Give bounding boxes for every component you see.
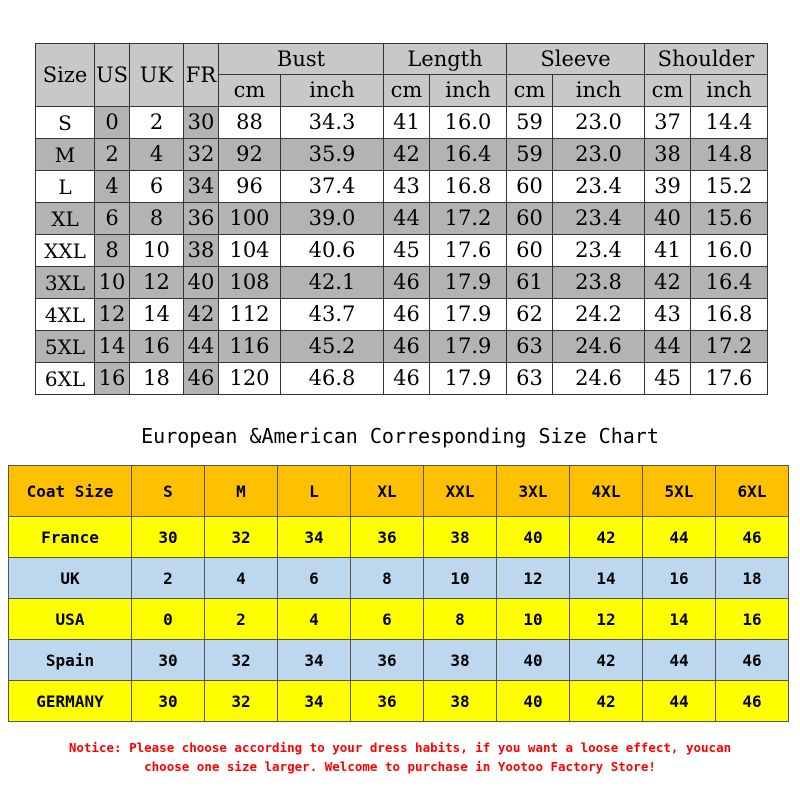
measure-cell: 59 bbox=[507, 107, 553, 139]
measure-cell: 60 bbox=[507, 203, 553, 235]
length-header: Length bbox=[384, 44, 507, 75]
measure-cell: 92 bbox=[219, 139, 281, 171]
measure-cell: 15.6 bbox=[691, 203, 768, 235]
measure-cell: 17.9 bbox=[430, 331, 507, 363]
conversion-value-cell: 30 bbox=[132, 640, 205, 681]
conversion-value-cell: 44 bbox=[643, 640, 716, 681]
measure-cell: 32 bbox=[184, 139, 219, 171]
size-row bbox=[36, 139, 768, 171]
measure-cell: 16.0 bbox=[691, 235, 768, 267]
measure-cell: 24.6 bbox=[553, 331, 645, 363]
size-header: Size bbox=[36, 44, 95, 107]
measure-cell: 16 bbox=[95, 363, 130, 395]
size-measurement-table bbox=[35, 43, 768, 395]
conversion-value-cell: 40 bbox=[497, 517, 570, 558]
measure-cell: 23.4 bbox=[553, 171, 645, 203]
size-row bbox=[36, 299, 768, 331]
measure-cell: 108 bbox=[219, 267, 281, 299]
measure-cell: 8 bbox=[130, 203, 184, 235]
measure-cell: 40 bbox=[184, 267, 219, 299]
conversion-value-cell: 34 bbox=[278, 517, 351, 558]
conversion-row bbox=[9, 681, 789, 722]
conversion-value-cell: 0 bbox=[132, 599, 205, 640]
conversion-value-cell: 2 bbox=[205, 599, 278, 640]
region-label: USA bbox=[9, 599, 132, 640]
size-cell: L bbox=[36, 171, 95, 203]
us-header: US bbox=[95, 44, 130, 107]
measure-cell: 6 bbox=[95, 203, 130, 235]
measure-cell: 46 bbox=[384, 299, 430, 331]
size-row bbox=[36, 235, 768, 267]
notice-text bbox=[0, 738, 800, 776]
size-header-cell: 5XL bbox=[643, 466, 716, 517]
measure-cell: 17.6 bbox=[430, 235, 507, 267]
measure-cell: 34.3 bbox=[281, 107, 384, 139]
measure-cell: 39.0 bbox=[281, 203, 384, 235]
conversion-value-cell: 44 bbox=[643, 681, 716, 722]
measure-cell: 30 bbox=[184, 107, 219, 139]
measure-cell: 24.2 bbox=[553, 299, 645, 331]
measure-cell: 60 bbox=[507, 235, 553, 267]
size-header-cell: M bbox=[205, 466, 278, 517]
coat-size-header: Coat Size bbox=[9, 466, 132, 517]
measure-cell: 23.8 bbox=[553, 267, 645, 299]
conversion-value-cell: 4 bbox=[205, 558, 278, 599]
measure-cell: 18 bbox=[130, 363, 184, 395]
size-row bbox=[36, 171, 768, 203]
measure-cell: 43 bbox=[384, 171, 430, 203]
conversion-value-cell: 38 bbox=[424, 640, 497, 681]
measure-cell: 46 bbox=[384, 363, 430, 395]
conversion-value-cell: 10 bbox=[424, 558, 497, 599]
bust-header: Bust bbox=[219, 44, 384, 75]
conversion-table-body bbox=[9, 466, 789, 722]
measure-cell: 16.8 bbox=[691, 299, 768, 331]
conversion-value-cell: 36 bbox=[351, 681, 424, 722]
measure-cell: 44 bbox=[645, 331, 691, 363]
measure-cell: 14 bbox=[95, 331, 130, 363]
measure-cell: 120 bbox=[219, 363, 281, 395]
size-header-cell: 6XL bbox=[716, 466, 789, 517]
measure-cell: 41 bbox=[645, 235, 691, 267]
conversion-value-cell: 8 bbox=[424, 599, 497, 640]
conversion-value-cell: 36 bbox=[351, 517, 424, 558]
measure-cell: 34 bbox=[184, 171, 219, 203]
conversion-value-cell: 6 bbox=[278, 558, 351, 599]
measure-cell: 44 bbox=[184, 331, 219, 363]
measure-cell: 43 bbox=[645, 299, 691, 331]
measure-cell: 17.2 bbox=[691, 331, 768, 363]
measure-cell: 46 bbox=[384, 331, 430, 363]
conversion-value-cell: 38 bbox=[424, 517, 497, 558]
shoulder-inch-header: inch bbox=[691, 75, 768, 107]
conversion-value-cell: 12 bbox=[497, 558, 570, 599]
conversion-value-cell: 30 bbox=[132, 681, 205, 722]
measure-cell: 4 bbox=[95, 171, 130, 203]
measure-cell: 39 bbox=[645, 171, 691, 203]
conversion-value-cell: 14 bbox=[570, 558, 643, 599]
measure-cell: 17.6 bbox=[691, 363, 768, 395]
conversion-value-cell: 46 bbox=[716, 517, 789, 558]
measure-cell: 16 bbox=[130, 331, 184, 363]
conversion-value-cell: 4 bbox=[278, 599, 351, 640]
fr-header: FR bbox=[184, 44, 219, 107]
conversion-value-cell: 10 bbox=[497, 599, 570, 640]
size-header-cell: 4XL bbox=[570, 466, 643, 517]
measure-cell: 63 bbox=[507, 331, 553, 363]
measure-cell: 46 bbox=[184, 363, 219, 395]
measure-cell: 17.9 bbox=[430, 363, 507, 395]
conversion-header-row bbox=[9, 466, 789, 517]
measure-cell: 35.9 bbox=[281, 139, 384, 171]
measure-cell: 17.9 bbox=[430, 267, 507, 299]
bust-inch-header: inch bbox=[281, 75, 384, 107]
measure-cell: 4 bbox=[130, 139, 184, 171]
conversion-row bbox=[9, 640, 789, 681]
conversion-value-cell: 32 bbox=[205, 517, 278, 558]
measure-cell: 42 bbox=[184, 299, 219, 331]
measure-cell: 37 bbox=[645, 107, 691, 139]
size-row bbox=[36, 363, 768, 395]
conversion-value-cell: 34 bbox=[278, 681, 351, 722]
measure-cell: 16.4 bbox=[430, 139, 507, 171]
measure-cell: 10 bbox=[130, 235, 184, 267]
measure-cell: 61 bbox=[507, 267, 553, 299]
conversion-row bbox=[9, 558, 789, 599]
measure-cell: 38 bbox=[184, 235, 219, 267]
size-cell: S bbox=[36, 107, 95, 139]
measure-cell: 41 bbox=[384, 107, 430, 139]
sleeve-cm-header: cm bbox=[507, 75, 553, 107]
measure-cell: 104 bbox=[219, 235, 281, 267]
conversion-value-cell: 42 bbox=[570, 517, 643, 558]
measure-cell: 42 bbox=[384, 139, 430, 171]
measure-cell: 14 bbox=[130, 299, 184, 331]
region-label: GERMANY bbox=[9, 681, 132, 722]
measure-cell: 12 bbox=[130, 267, 184, 299]
size-header-cell: XXL bbox=[424, 466, 497, 517]
measure-cell: 40.6 bbox=[281, 235, 384, 267]
length-cm-header: cm bbox=[384, 75, 430, 107]
measure-cell: 45 bbox=[645, 363, 691, 395]
conversion-value-cell: 32 bbox=[205, 640, 278, 681]
measure-cell: 45 bbox=[384, 235, 430, 267]
measure-cell: 17.9 bbox=[430, 299, 507, 331]
measure-cell: 23.4 bbox=[553, 203, 645, 235]
size-cell: 3XL bbox=[36, 267, 95, 299]
measure-cell: 24.6 bbox=[553, 363, 645, 395]
conversion-value-cell: 8 bbox=[351, 558, 424, 599]
region-label: France bbox=[9, 517, 132, 558]
conversion-value-cell: 36 bbox=[351, 640, 424, 681]
conversion-value-cell: 30 bbox=[132, 517, 205, 558]
measure-cell: 2 bbox=[95, 139, 130, 171]
measure-cell: 17.2 bbox=[430, 203, 507, 235]
shoulder-header: Shoulder bbox=[645, 44, 768, 75]
conversion-value-cell: 12 bbox=[570, 599, 643, 640]
measure-cell: 60 bbox=[507, 171, 553, 203]
measure-cell: 59 bbox=[507, 139, 553, 171]
measure-cell: 14.4 bbox=[691, 107, 768, 139]
measure-cell: 38 bbox=[645, 139, 691, 171]
conversion-value-cell: 46 bbox=[716, 681, 789, 722]
size-row bbox=[36, 107, 768, 139]
conversion-value-cell: 40 bbox=[497, 640, 570, 681]
measure-cell: 43.7 bbox=[281, 299, 384, 331]
measure-cell: 96 bbox=[219, 171, 281, 203]
size-cell: 6XL bbox=[36, 363, 95, 395]
region-label: UK bbox=[9, 558, 132, 599]
shoulder-cm-header: cm bbox=[645, 75, 691, 107]
size-header-cell: S bbox=[132, 466, 205, 517]
size-row bbox=[36, 267, 768, 299]
size-header-cell: L bbox=[278, 466, 351, 517]
region-label: Spain bbox=[9, 640, 132, 681]
size-row bbox=[36, 203, 768, 235]
size-cell: M bbox=[36, 139, 95, 171]
conversion-value-cell: 16 bbox=[643, 558, 716, 599]
measure-cell: 8 bbox=[95, 235, 130, 267]
size-cell: 4XL bbox=[36, 299, 95, 331]
measure-cell: 6 bbox=[130, 171, 184, 203]
conversion-value-cell: 46 bbox=[716, 640, 789, 681]
conversion-value-cell: 6 bbox=[351, 599, 424, 640]
measure-cell: 116 bbox=[219, 331, 281, 363]
bust-cm-header: cm bbox=[219, 75, 281, 107]
size-conversion-table bbox=[8, 465, 789, 722]
size-cell: XL bbox=[36, 203, 95, 235]
measure-cell: 42.1 bbox=[281, 267, 384, 299]
measure-cell: 40 bbox=[645, 203, 691, 235]
measure-cell: 36 bbox=[184, 203, 219, 235]
measure-cell: 46.8 bbox=[281, 363, 384, 395]
measure-cell: 12 bbox=[95, 299, 130, 331]
measure-cell: 15.2 bbox=[691, 171, 768, 203]
conversion-value-cell: 38 bbox=[424, 681, 497, 722]
measure-cell: 100 bbox=[219, 203, 281, 235]
measure-cell: 88 bbox=[219, 107, 281, 139]
measure-cell: 16.8 bbox=[430, 171, 507, 203]
conversion-value-cell: 18 bbox=[716, 558, 789, 599]
measure-cell: 42 bbox=[645, 267, 691, 299]
measure-cell: 46 bbox=[384, 267, 430, 299]
measure-cell: 0 bbox=[95, 107, 130, 139]
length-inch-header: inch bbox=[430, 75, 507, 107]
measure-cell: 10 bbox=[95, 267, 130, 299]
conversion-value-cell: 32 bbox=[205, 681, 278, 722]
corresponding-size-chart-title: European &American Corresponding Size Chart bbox=[141, 424, 659, 448]
measure-cell: 23.0 bbox=[553, 139, 645, 171]
conversion-value-cell: 42 bbox=[570, 640, 643, 681]
uk-header: UK bbox=[130, 44, 184, 107]
conversion-value-cell: 44 bbox=[643, 517, 716, 558]
measure-cell: 45.2 bbox=[281, 331, 384, 363]
measure-cell: 23.0 bbox=[553, 107, 645, 139]
size-cell: XXL bbox=[36, 235, 95, 267]
measure-cell: 23.4 bbox=[553, 235, 645, 267]
notice-line-2: choose one size larger. Welcome to purchase in Yootoo Factory Store! bbox=[144, 759, 656, 774]
measure-cell: 63 bbox=[507, 363, 553, 395]
measure-cell: 37.4 bbox=[281, 171, 384, 203]
measure-cell: 62 bbox=[507, 299, 553, 331]
sleeve-inch-header: inch bbox=[553, 75, 645, 107]
measure-cell: 2 bbox=[130, 107, 184, 139]
measure-cell: 44 bbox=[384, 203, 430, 235]
conversion-value-cell: 40 bbox=[497, 681, 570, 722]
measure-cell: 14.8 bbox=[691, 139, 768, 171]
conversion-value-cell: 2 bbox=[132, 558, 205, 599]
size-cell: 5XL bbox=[36, 331, 95, 363]
conversion-value-cell: 14 bbox=[643, 599, 716, 640]
size-table-body bbox=[36, 107, 768, 395]
size-row bbox=[36, 331, 768, 363]
measure-cell: 112 bbox=[219, 299, 281, 331]
size-header-cell: 3XL bbox=[497, 466, 570, 517]
size-header-cell: XL bbox=[351, 466, 424, 517]
conversion-value-cell: 34 bbox=[278, 640, 351, 681]
measure-cell: 16.4 bbox=[691, 267, 768, 299]
conversion-value-cell: 16 bbox=[716, 599, 789, 640]
notice-line-1: Notice: Please choose according to your dress habits, if you want a loose effect, youcan bbox=[68, 740, 732, 755]
conversion-row bbox=[9, 517, 789, 558]
measure-cell: 16.0 bbox=[430, 107, 507, 139]
sleeve-header: Sleeve bbox=[507, 44, 645, 75]
conversion-value-cell: 42 bbox=[570, 681, 643, 722]
conversion-row bbox=[9, 599, 789, 640]
